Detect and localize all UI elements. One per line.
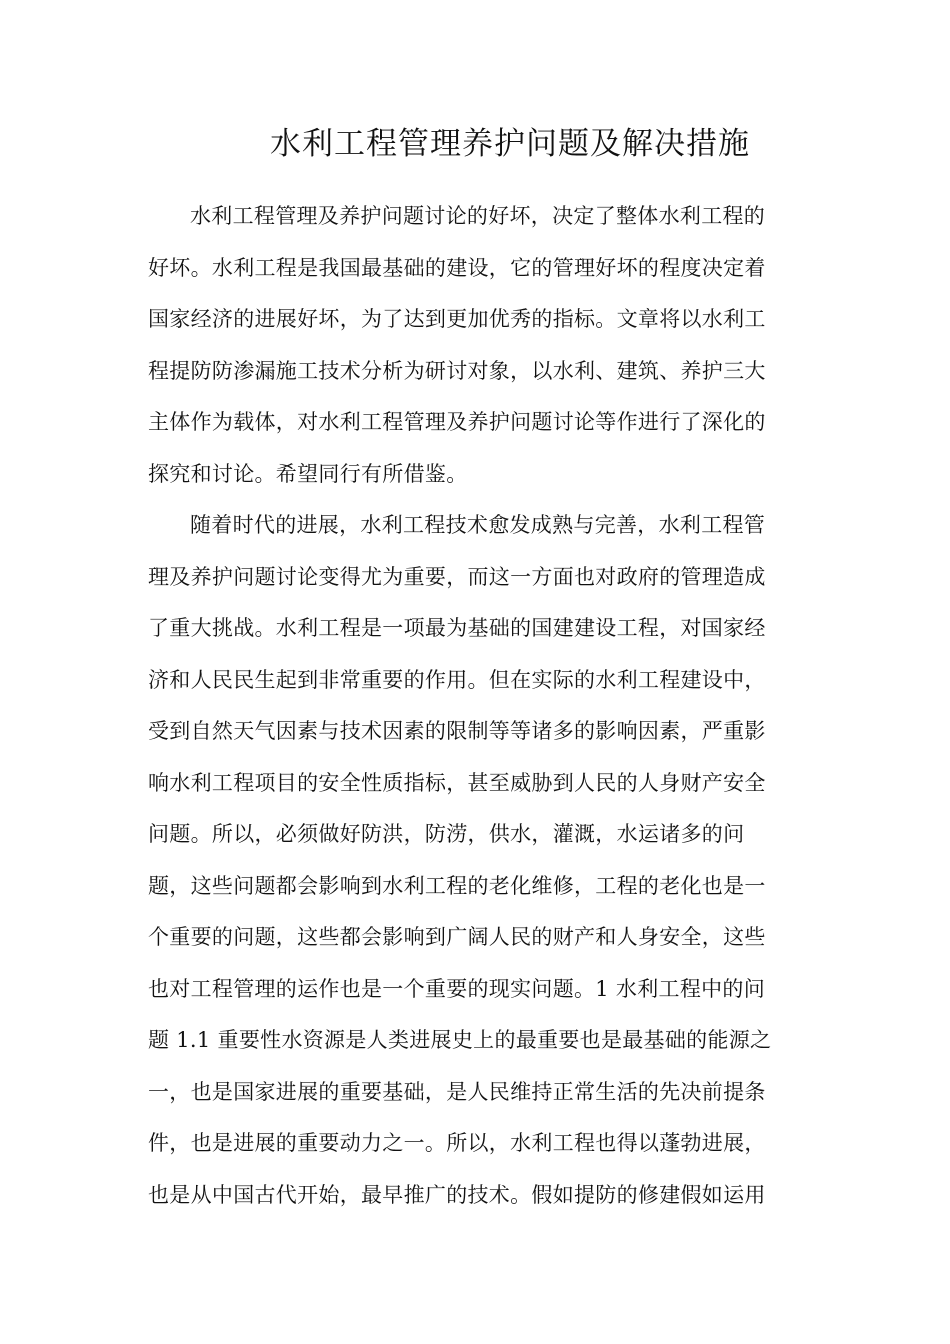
paragraph-line: 也是从中国古代开始，最早推广的技术。假如提防的修建假如运用 [148,1182,766,1207]
paragraph-line: 好坏。水利工程是我国最基础的建设，它的管理好坏的程度决定着 [148,255,766,280]
paragraph-line: 水利工程管理及养护问题讨论的好坏，决定了整体水利工程的 [190,204,766,228]
paragraph-line: 主体作为载体，对水利工程管理及养护问题讨论等作进行了深化的 [148,410,766,434]
paragraph-line: 题 1.1 重要性水资源是人类进展史上的最重要也是最基础的能源之 [148,1028,772,1052]
paragraph-line: 一，也是国家进展的重要基础，是人民维持正常生活的先决前提条 [148,1079,766,1104]
paragraph-line: 探究和讨论。希望同行有所借鉴。 [148,461,468,486]
paragraph-line: 题，这些问题都会影响到水利工程的老化维修，工程的老化也是一 [148,873,766,898]
paragraph-line: 个重要的问题，这些都会影响到广阔人民的财产和人身安全，这些 [148,925,766,949]
paragraph-line: 随着时代的进展，水利工程技术愈发成熟与完善，水利工程管 [190,513,766,537]
document-body [148,191,808,1221]
paragraph-line: 济和人民民生起到非常重要的作用。但在实际的水利工程建设中， [148,667,766,692]
paragraph-line: 了重大挑战。水利工程是一项最为基础的国建建设工程，对国家经 [148,616,766,640]
paragraph-line: 响水利工程项目的安全性质指标，甚至威胁到人民的人身财产安全 [148,770,766,795]
paragraph-line: 受到自然天气因素与技术因素的限制等等诸多的影响因素，严重影 [148,719,766,743]
paragraph-line: 问题。所以，必须做好防洪，防涝，供水，灌溉，水运诸多的问 [148,822,745,846]
paragraph-line: 程提防防渗漏施工技术分析为研讨对象，以水利、建筑、养护三大 [148,358,766,383]
paragraph-line: 理及养护问题讨论变得尤为重要，而这一方面也对政府的管理造成 [148,564,766,589]
paragraph-line: 也对工程管理的运作也是一个重要的现实问题。1 水利工程中的问 [148,976,766,1001]
paragraph-line: 国家经济的进展好坏，为了达到更加优秀的指标。文章将以水利工 [148,307,766,331]
document-title: 水利工程管理养护问题及解决措施 [270,126,750,162]
paragraph-line: 件，也是进展的重要动力之一。所以，水利工程也得以蓬勃进展， [148,1131,766,1155]
